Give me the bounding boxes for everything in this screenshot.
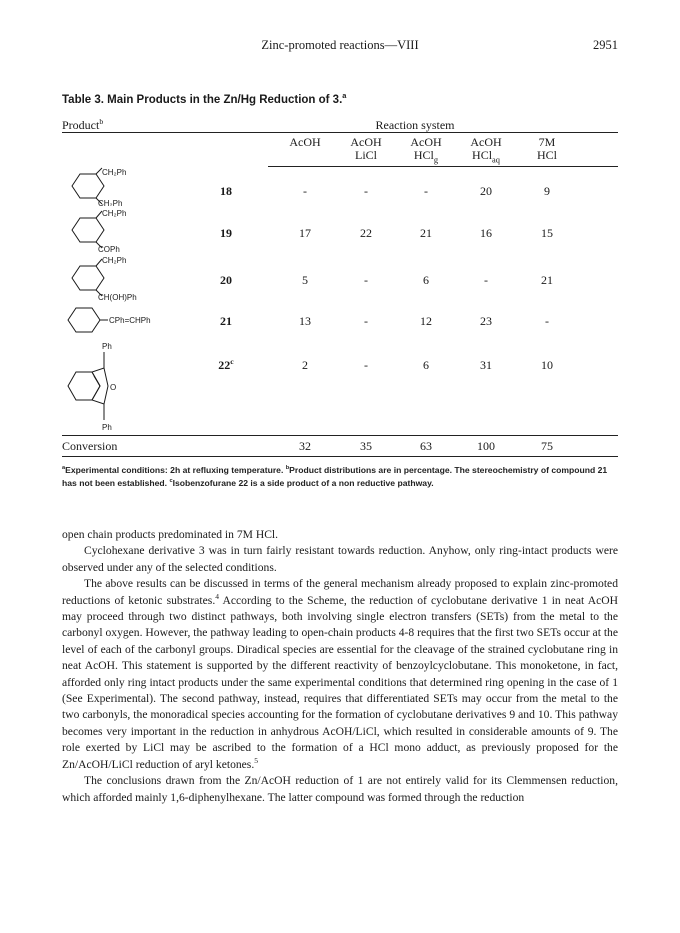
column-header-3-line1: AcOH — [410, 135, 442, 149]
table-cell: 6 — [423, 273, 429, 287]
table-cell: 31 — [480, 358, 492, 372]
table-cell: 16 — [480, 226, 492, 240]
conversion-value: 75 — [541, 439, 553, 453]
paragraph-2: Cyclohexane derivative 3 was in turn fairly resistant towards reduction. Anyhow, only ring-intact products were observed under any of the selected conditions. — [62, 544, 618, 574]
paragraph-1: open chain products predominated in 7M HCl. — [62, 528, 279, 541]
column-header-4-line2: HCl$_{aq}$ — [472, 148, 500, 165]
structure-19-top-label: CH₂Ph — [102, 209, 127, 218]
table-cell: 17 — [299, 226, 311, 240]
table-top-rule — [62, 132, 618, 133]
column-header-1-line1: AcOH — [289, 135, 321, 149]
structure-20-top-label: CH₂Ph — [102, 256, 127, 265]
table-cell: 10 — [541, 358, 553, 372]
table-caption — [62, 91, 347, 106]
footnote-b: Product distributions are in percentage. The stereochemistry of compound 21 has not been established. — [62, 465, 608, 488]
column-header-4-line1: AcOH — [470, 135, 502, 149]
header-bottom-rule — [268, 166, 618, 167]
table-footnotes: $^a$Experimental conditions: 2h at refluxing temperature. $^b$Product distributions are in percentage. The stereochemistry of compound 21 has not been established. $^c$Isobenzofurane 22 is a side product of a non reductive pathway. — [62, 465, 608, 488]
structure-22-top-label: Ph — [102, 342, 112, 351]
column-header-3 — [396, 135, 456, 165]
table-cell: 12 — [420, 314, 432, 328]
table-cell: 15 — [541, 226, 553, 240]
column-header-5 — [517, 136, 577, 162]
table-cell: - — [545, 314, 549, 328]
structure-21-image — [62, 302, 202, 338]
column-header-3-line2: HCl$_g$ — [413, 148, 439, 165]
product-header — [62, 118, 103, 133]
structure-18-image — [62, 166, 182, 206]
structure-19-image — [62, 208, 182, 252]
conversion-value: 32 — [299, 439, 311, 453]
table-cell: 2 — [302, 358, 308, 372]
paragraph-3: The above results can be discussed in terms of the general mechanism already proposed to explain zinc-promoted reductions of ketonic substrates.$^4$ According to the Scheme, the reduction of cyclobutane derivative 1 in neat AcOH may proceed through two distinct pathways, both involving single electron transfers (SETs) from the metal to the carbonyl oxygen. However, the pathway leading to open-chain products 4-8 requires that the first two SETs occur at the level of each of the carbonyl groups. Diradical species are essential for the cleavage of the strained cyclobutane ring in neat AcOH. This statement is supported by the different reactivity of benzoylcyclobutane. This monoketone, in fact, afforded only ring intact products under the same experimental conditions that determined ring opening in the case of 1 (See Experimental). The second pathway, instead, requires that differentiated SETs may occur from the metal to the two carbonyls, the monoradical species accounting for the formation of cyclobutane derivatives 9 and 10. This pathway becomes very important in the reduction in anhydrous AcOH/LiCl, which resulted in considerable amounts of 9. The role exerted by LiCl may be ascribed to the formation of a HCl mono adduct, as previously proposed for the Zn/AcOH/LiCl reduction of aryl ketones.$^5$ — [62, 577, 618, 771]
column-header-1 — [275, 136, 335, 149]
compound-number: 21 — [220, 314, 232, 328]
column-header-2-line2: LiCl — [354, 148, 377, 162]
structure-19-bottom-label: COPh — [98, 245, 120, 252]
conversion-label: Conversion — [62, 439, 118, 453]
column-header-2 — [336, 136, 396, 162]
column-header-4 — [456, 135, 516, 165]
table-caption-mark: a — [342, 91, 347, 101]
table-bottom-rule — [62, 456, 618, 457]
structure-22-bottom-label: Ph — [102, 423, 112, 432]
compound-number: 20 — [220, 273, 232, 287]
compound-number: 22$^c$ — [218, 357, 234, 372]
running-title: Zinc-promoted reactions—VIII — [261, 38, 419, 52]
conversion-value: 35 — [360, 439, 372, 453]
column-header-2-line1: AcOH — [350, 135, 382, 149]
structure-20-image — [62, 256, 192, 302]
table-caption-text: Table 3. Main Products in the Zn/Hg Reduction of 3. — [62, 94, 343, 106]
table-cell: 23 — [480, 314, 492, 328]
table-cell: - — [484, 273, 488, 287]
reaction-system-header: Reaction system — [375, 118, 455, 132]
structure-20-bottom-label: CH(OH)Ph — [98, 293, 137, 302]
table-cell: - — [364, 273, 368, 287]
structure-22-oxygen-label: O — [110, 383, 117, 392]
conversion-top-rule — [62, 435, 618, 436]
column-header-5-line2: HCl — [536, 148, 557, 162]
table-cell: - — [364, 314, 368, 328]
table-cell: 21 — [541, 273, 553, 287]
conversion-value: 63 — [420, 439, 432, 453]
footnote-c: Isobenzofurane 22 is a side product of a non reductive pathway. — [172, 477, 434, 488]
product-header-text: Product — [62, 118, 100, 132]
structure-18-bottom-label: CH₂Ph — [98, 199, 123, 206]
page-number: 2951 — [593, 38, 618, 52]
structure-22-image — [62, 340, 182, 432]
compound-number: 19 — [220, 226, 232, 240]
column-header-5-line1: 7M — [538, 135, 556, 149]
compound-number: 18 — [220, 184, 232, 198]
table-cell: 9 — [544, 184, 550, 198]
reference-4: 4 — [215, 591, 219, 601]
structure-21-label: CPh=CHPh — [109, 316, 151, 325]
table-cell: - — [364, 184, 368, 198]
table-cell: 5 — [302, 273, 308, 287]
table-cell: 22 — [360, 226, 372, 240]
body-text — [62, 527, 618, 806]
reference-5: 5 — [254, 755, 258, 765]
table-cell: 13 — [299, 314, 311, 328]
table-cell: - — [303, 184, 307, 198]
table-cell: 20 — [480, 184, 492, 198]
table-cell: 6 — [423, 358, 429, 372]
product-header-mark: b — [99, 117, 104, 126]
structure-18-top-label: CH₂Ph — [102, 168, 127, 177]
table-cell: - — [364, 358, 368, 372]
table-cell: 21 — [420, 226, 432, 240]
table-cell: - — [424, 184, 428, 198]
paragraph-4: The conclusions drawn from the Zn/AcOH reduction of 1 are not entirely valid for its Clemmensen reduction, which afforded mainly 1,6-diphenylhexane. The latter compound was formed through the reduction — [62, 774, 618, 804]
conversion-value: 100 — [477, 439, 495, 453]
footnote-a: Experimental conditions: 2h at refluxing temperature. — [65, 465, 286, 475]
